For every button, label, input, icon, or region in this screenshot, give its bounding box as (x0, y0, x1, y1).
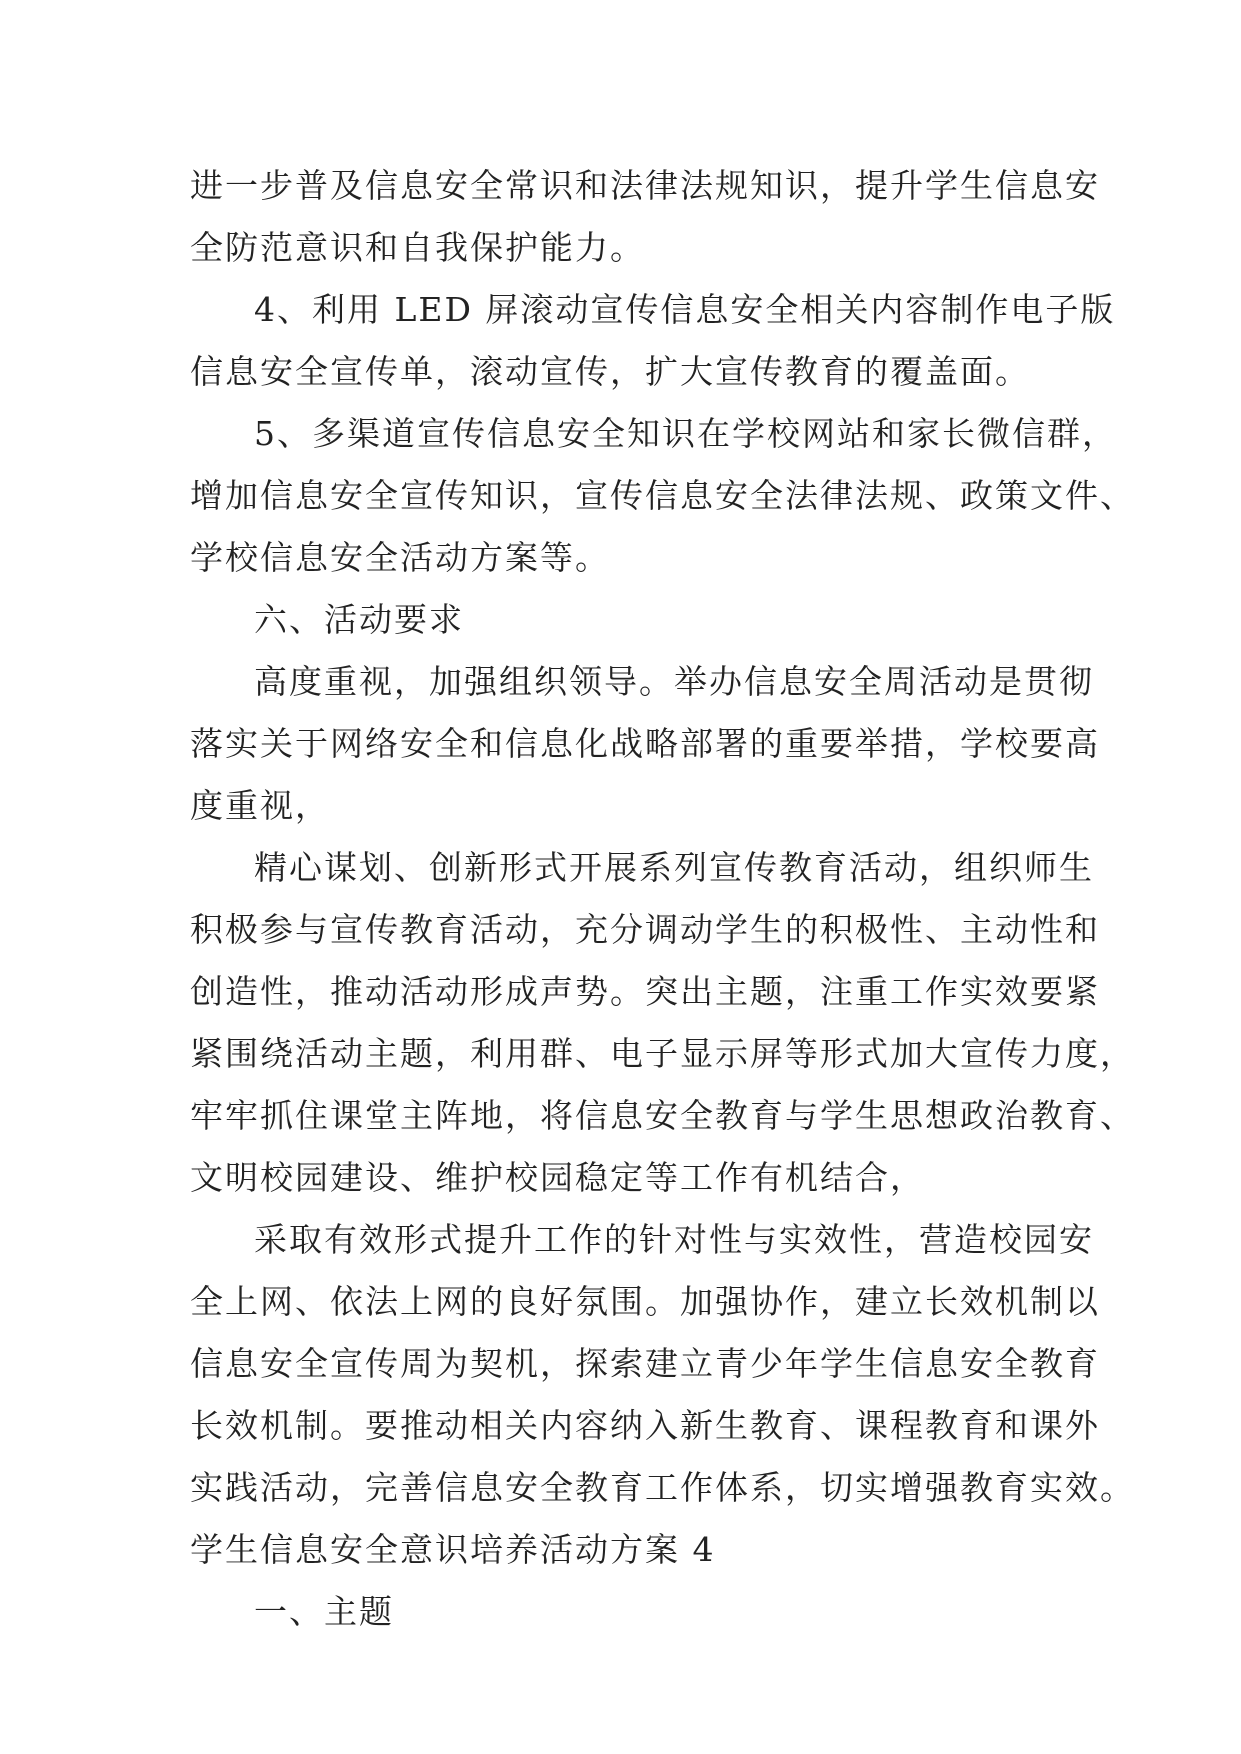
text-line: 4、利用 LED 屏滚动宣传信息安全相关内容制作电子版 (254, 290, 1116, 329)
text-line: 学校信息安全活动方案等。 (190, 538, 610, 577)
text-line: 精心谋划、创新形式开展系列宣传教育活动，组织师生 (254, 848, 1094, 887)
text-line: 长效机制。要推动相关内容纳入新生教育、课程教育和课外 (190, 1406, 1100, 1445)
document-body (190, 155, 1135, 1643)
text-line: 全防范意识和自我保护能力。 (190, 228, 645, 267)
text-line: 全上网、依法上网的良好氛围。加强协作，建立长效机制以 (190, 1282, 1100, 1321)
text-line: 增加信息安全宣传知识，宣传信息安全法律法规、政策文件、 (190, 476, 1135, 515)
text-line: 落实关于网络安全和信息化战略部署的重要举措，学校要高 (190, 724, 1100, 763)
text-line: 采取有效形式提升工作的针对性与实效性，营造校园安 (254, 1220, 1094, 1259)
text-line: 5、多渠道宣传信息安全知识在学校网站和家长微信群， (254, 414, 1117, 453)
text-line: 信息安全宣传单，滚动宣传，扩大宣传教育的覆盖面。 (190, 352, 1030, 391)
text-line: 文明校园建设、维护校园稳定等工作有机结合， (190, 1158, 925, 1197)
text-line: 创造性，推动活动形成声势。突出主题，注重工作实效要紧 (190, 972, 1100, 1011)
text-line: 进一步普及信息安全常识和法律法规知识，提升学生信息安 (190, 166, 1100, 205)
text-line: 六、活动要求 (254, 600, 464, 639)
text-line: 积极参与宣传教育活动，充分调动学生的积极性、主动性和 (190, 910, 1100, 949)
text-line: 紧围绕活动主题，利用群、电子显示屏等形式加大宣传力度， (190, 1034, 1135, 1073)
text-line: 实践活动，完善信息安全教育工作体系，切实增强教育实效。 (190, 1468, 1135, 1507)
text-line: 高度重视，加强组织领导。举办信息安全周活动是贯彻 (254, 662, 1094, 701)
text-line: 学生信息安全意识培养活动方案 4 (190, 1530, 716, 1569)
text-line: 度重视， (190, 786, 330, 825)
text-line: 牢牢抓住课堂主阵地，将信息安全教育与学生思想政治教育、 (190, 1096, 1135, 1135)
text-line: 一、主题 (254, 1592, 394, 1631)
text-line: 信息安全宣传周为契机，探索建立青少年学生信息安全教育 (190, 1344, 1100, 1383)
